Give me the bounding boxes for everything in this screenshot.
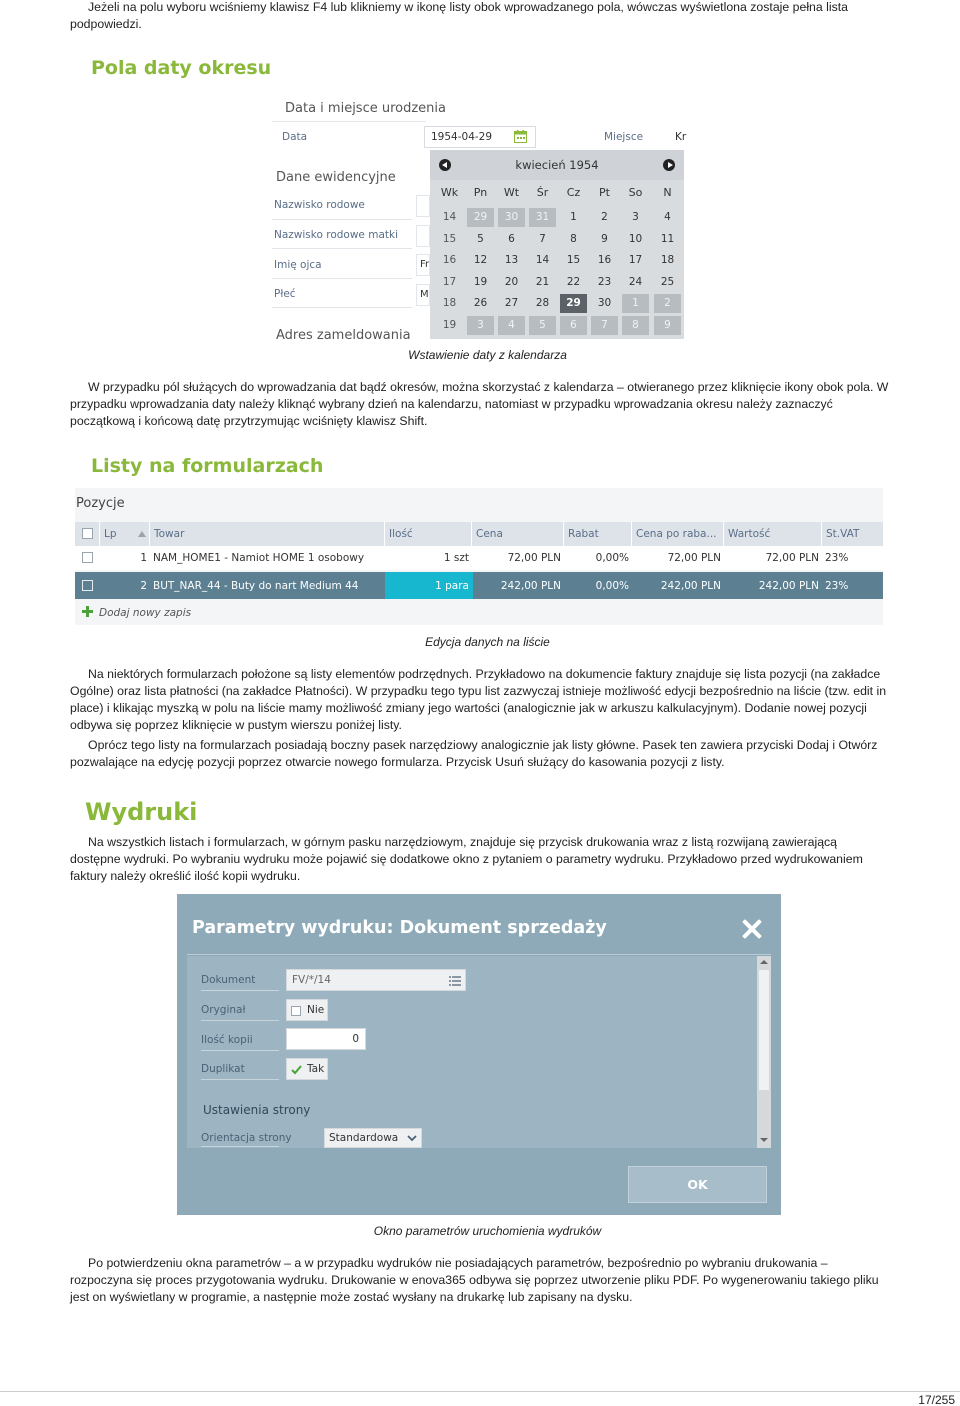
calendar-day[interactable]: 27 <box>504 297 519 310</box>
calendar-day[interactable]: 5 <box>529 316 556 335</box>
calendar-day[interactable]: 21 <box>535 275 550 288</box>
chevron-down-icon <box>407 1135 417 1142</box>
row-checkbox[interactable] <box>82 580 93 591</box>
close-icon[interactable] <box>742 919 762 939</box>
calendar-day[interactable]: 4 <box>664 211 671 223</box>
positions-list-screenshot <box>75 488 883 625</box>
list-title: Pozycje <box>76 496 125 511</box>
field-label-maiden-name: Nazwisko rodowe <box>274 199 365 211</box>
sort-asc-icon <box>138 531 146 537</box>
select-all-checkbox[interactable] <box>82 528 93 539</box>
calendar-day[interactable]: 2 <box>654 294 681 313</box>
calendar-day[interactable]: 24 <box>628 275 643 288</box>
field-label-father-name: Imię ojca <box>274 259 322 271</box>
cell-towar[interactable]: NAM_HOME1 - Namiot HOME 1 osobowy <box>153 552 365 564</box>
column-header-cena-po-rabacie[interactable]: Cena po raba... <box>631 522 723 546</box>
weekday-header: Pt <box>599 186 610 199</box>
week-number: 17 <box>442 275 457 288</box>
list-icon[interactable] <box>449 976 461 986</box>
calendar-screenshot <box>272 91 688 339</box>
weekday-header: Pn <box>473 186 488 199</box>
duplicate-checkbox[interactable]: Tak <box>286 1058 328 1080</box>
calendar-month: kwiecień 1954 <box>515 158 599 172</box>
calendar-day[interactable]: 28 <box>535 297 550 310</box>
group-title-registry: Dane ewidencyjne <box>276 170 396 185</box>
list-header <box>75 522 883 546</box>
section-heading-print: Wydruki <box>85 798 198 826</box>
calendar-day[interactable]: 5 <box>477 232 484 245</box>
calendar-day[interactable]: 31 <box>529 208 556 227</box>
calendar-day[interactable]: 8 <box>622 316 649 335</box>
week-number: 14 <box>442 211 457 223</box>
weekday-header: Wt <box>503 186 520 199</box>
cell-cena-po-rabacie[interactable]: 242,00 PLN <box>660 579 721 592</box>
group-title-birth: Data i miejsce urodzenia <box>285 101 446 116</box>
cell-wartosc[interactable]: 242,00 PLN <box>758 579 819 592</box>
cell-lp[interactable]: 1 <box>140 552 147 564</box>
intro-paragraph: Jeżeli na polu wyboru wciśniemy klawisz F4 lub klikniemy w ikonę listy obok wprowadzanego pola, wówczas wyświetlona zostaje pełna lista podpowiedzi. <box>70 0 849 31</box>
calendar-day[interactable]: 29 <box>467 208 494 227</box>
print-paragraph-1: Na wszystkich listach i formularzach, w górnym pasku narzędziowym, znajduje się przycisk drukowania wraz z listą rozwijaną zawierającą dostępne wydruki. Po wybraniu wydruku może pojawić się dodatkowe okno z pytaniem o parametry wydruku. Przykładowo przed wydrukowaniem faktury należy określić ilość kopii wydruku. <box>70 835 863 883</box>
place-label: Miejsce <box>604 131 644 143</box>
column-header-wartosc[interactable]: Wartość <box>723 522 821 546</box>
calendar-day[interactable]: 9 <box>654 316 681 335</box>
print-paragraph-2: Po potwierdzeniu okna parametrów – a w przypadku wydruków nie posiadających parametrów, bezpośrednio po wybraniu drukowania – rozpoczyna się proces przygotowania wydruku. Drukowanie w enova365 odbywa się poprzez utworzenie pliku PDF. Po wygenerowaniu takiego pliku jest on wyświetlany w programie, a następnie może zostać wysłany na drukarkę lub zapisany na dysku. <box>70 1256 879 1304</box>
dialog-scrollbar[interactable] <box>757 956 771 1148</box>
calendar-day[interactable]: 26 <box>473 297 488 310</box>
group-title-address: Adres zameldowania <box>276 328 411 339</box>
calendar-day[interactable]: 29 <box>560 294 587 313</box>
calendar-day[interactable]: 14 <box>535 254 550 267</box>
weekday-header: N <box>663 186 672 199</box>
cell-vat[interactable]: 23% <box>825 579 849 592</box>
calendar-day[interactable]: 7 <box>591 316 618 335</box>
week-number: 15 <box>442 232 457 245</box>
calendar-day[interactable]: 6 <box>560 316 587 335</box>
next-month-icon[interactable] <box>663 159 675 171</box>
calendar-day[interactable]: 4 <box>498 316 525 335</box>
column-header-towar[interactable]: Towar <box>149 522 384 546</box>
table-row[interactable] <box>75 546 883 570</box>
caption-calendar: Wstawienie daty z kalendarza <box>408 348 567 362</box>
column-header-lp[interactable]: Lp <box>99 522 149 546</box>
place-value: Kr <box>675 131 687 143</box>
lists-paragraph-1: Na niektórych formularzach położone są listy elementów podrzędnych. Przykładowo na dokumencie faktury znajduje się lista pozycji (na zakładce Ogólne) oraz lista płatności (na zakładce Płatności). W przypadku tego typu list zazwyczaj istnieje możliwość edycji bezpośrednio na liście (tzw. edit in place) i klikając myszką w polu na liście mamy możliwość zmiany jego wartości (analogicznie jak w arkuszu kalkulacyjnym). Dodanie nowej pozycji odbywa się poprzez kliknięcie w pustym wierszu poniżej listy. <box>70 667 887 732</box>
dates-paragraph: W przypadku pól służących do wprowadzania dat bądź okresów, można skorzystać z kalendarza – otwieranego przez kliknięcie ikony obok pola. W przypadku wprowadzania daty należy kliknąć wybrany dzień na kalendarzu, natomiast w przypadku wprowadzania okresu należy zaznaczyć początkową i końcową datę przytrzymując wciśnięty klawisz Shift. <box>70 380 889 428</box>
section-heading-dates: Pola daty okresu <box>91 57 272 79</box>
date-input[interactable]: 1954-04-29 <box>424 126 536 148</box>
add-new-record-button[interactable]: Dodaj nowy zapis <box>82 606 191 619</box>
table-row-selected[interactable] <box>75 572 883 599</box>
calendar-day[interactable]: 3 <box>632 211 639 223</box>
cell-cena-po-rabacie[interactable]: 72,00 PLN <box>667 552 721 564</box>
document-label: Dokument <box>201 974 256 986</box>
calendar-day[interactable]: 23 <box>597 275 612 288</box>
calendar-day[interactable]: 18 <box>660 254 675 267</box>
calendar-day[interactable]: 13 <box>504 254 519 267</box>
document-field[interactable]: FV/*/14 <box>286 969 466 991</box>
calendar-day[interactable]: 11 <box>660 232 675 245</box>
calendar-day[interactable]: 1 <box>570 211 577 223</box>
plus-icon <box>82 606 93 617</box>
column-header-ilosc[interactable]: Ilość <box>384 522 471 546</box>
cell-ilosc-editing[interactable]: 1 para <box>385 572 473 599</box>
date-label: Data <box>282 131 308 143</box>
calendar-day[interactable]: 17 <box>628 254 643 267</box>
field-input-gender[interactable]: M <box>416 284 430 306</box>
calendar-day[interactable]: 7 <box>539 232 546 245</box>
calendar-day[interactable]: 19 <box>473 275 488 288</box>
page-settings-title: Ustawienia strony <box>203 1103 311 1117</box>
calendar-day[interactable]: 12 <box>473 254 488 267</box>
cell-cena[interactable]: 242,00 PLN <box>500 579 561 592</box>
section-heading-lists: Listy na formularzach <box>91 455 324 477</box>
week-number: 18 <box>442 297 457 310</box>
orientation-label: Orientacja strony <box>201 1132 292 1144</box>
dialog-title: Parametry wydruku: Dokument sprzedaży <box>192 918 607 938</box>
column-header-rabat[interactable]: Rabat <box>563 522 631 546</box>
field-input-mother-maiden-name[interactable] <box>416 225 430 247</box>
calendar-day[interactable]: 16 <box>597 254 612 267</box>
cell-lp[interactable]: 2 <box>140 579 147 592</box>
calendar-day[interactable]: 22 <box>566 275 581 288</box>
cell-cena[interactable]: 72,00 PLN <box>507 552 561 564</box>
calendar-icon[interactable] <box>514 130 527 143</box>
cell-wartosc[interactable]: 72,00 PLN <box>765 552 819 564</box>
scroll-up-icon[interactable] <box>760 960 768 964</box>
caption-list: Edycja danych na liście <box>425 635 550 649</box>
calendar-day[interactable]: 20 <box>504 275 519 288</box>
weekday-header: Śr <box>536 186 549 199</box>
checkbox-empty-icon <box>291 1006 301 1016</box>
field-label-mother-maiden-name: Nazwisko rodowe matki <box>274 229 399 241</box>
weekday-header: Wk <box>440 186 459 199</box>
column-header-cena[interactable]: Cena <box>471 522 563 546</box>
dialog-body <box>187 956 771 1148</box>
calendar-day[interactable]: 10 <box>628 232 643 245</box>
calendar-day[interactable]: 8 <box>570 232 577 245</box>
calendar-day[interactable]: 30 <box>597 297 612 310</box>
week-number: 19 <box>442 319 457 331</box>
duplicate-label: Duplikat <box>201 1063 245 1075</box>
copies-label: Ilość kopii <box>201 1034 253 1046</box>
calendar-day[interactable]: 1 <box>622 294 649 313</box>
copies-input[interactable]: 0 <box>286 1028 366 1050</box>
original-label: Oryginał <box>201 1004 246 1016</box>
column-header-vat[interactable]: St.VAT <box>821 522 883 546</box>
cell-vat[interactable]: 23% <box>825 552 849 564</box>
cell-rabat[interactable]: 0,00% <box>595 552 629 564</box>
original-checkbox[interactable]: Nie <box>286 999 328 1021</box>
field-input-maiden-name[interactable] <box>416 195 430 217</box>
field-input-father-name[interactable]: Fr <box>416 254 430 276</box>
calendar-popup <box>430 150 684 339</box>
week-number: 16 <box>442 254 457 267</box>
weekday-header: Cz <box>566 186 581 199</box>
scroll-thumb[interactable] <box>759 970 769 1090</box>
caption-print: Okno parametrów uruchomienia wydruków <box>373 1224 602 1238</box>
calendar-day[interactable]: 3 <box>467 316 494 335</box>
print-parameters-dialog <box>177 894 781 1215</box>
cell-ilosc[interactable]: 1 szt <box>443 552 469 564</box>
weekday-header: So <box>628 186 643 199</box>
calendar-day[interactable]: 9 <box>601 232 608 245</box>
orientation-select[interactable]: Standardowa <box>324 1128 422 1148</box>
checkmark-icon <box>291 1065 302 1075</box>
calendar-day[interactable]: 30 <box>498 208 525 227</box>
scroll-down-icon[interactable] <box>760 1138 768 1142</box>
calendar-day[interactable]: 6 <box>508 232 515 245</box>
calendar-day[interactable]: 15 <box>566 254 581 267</box>
field-label-gender: Płeć <box>274 288 296 300</box>
page-number: 17/255 <box>918 1393 955 1406</box>
lists-paragraph-2: Oprócz tego listy na formularzach posiadają boczny pasek narzędziowy analogicznie jak listy główne. Pasek ten zawiera przyciski Dodaj i Otwórz pozwalające na edycję pozycji poprzez otwarcie nowego formularza. Przycisk Usuń służący do kasowania pozycji z listy. <box>70 738 878 769</box>
cell-rabat[interactable]: 0,00% <box>595 579 629 592</box>
cell-towar[interactable]: BUT_NAR_44 - Buty do nart Medium 44 <box>153 579 359 592</box>
calendar-day[interactable]: 25 <box>660 275 675 288</box>
row-checkbox[interactable] <box>82 552 93 563</box>
ok-button[interactable]: OK <box>628 1166 767 1203</box>
calendar-day[interactable]: 2 <box>601 211 608 223</box>
